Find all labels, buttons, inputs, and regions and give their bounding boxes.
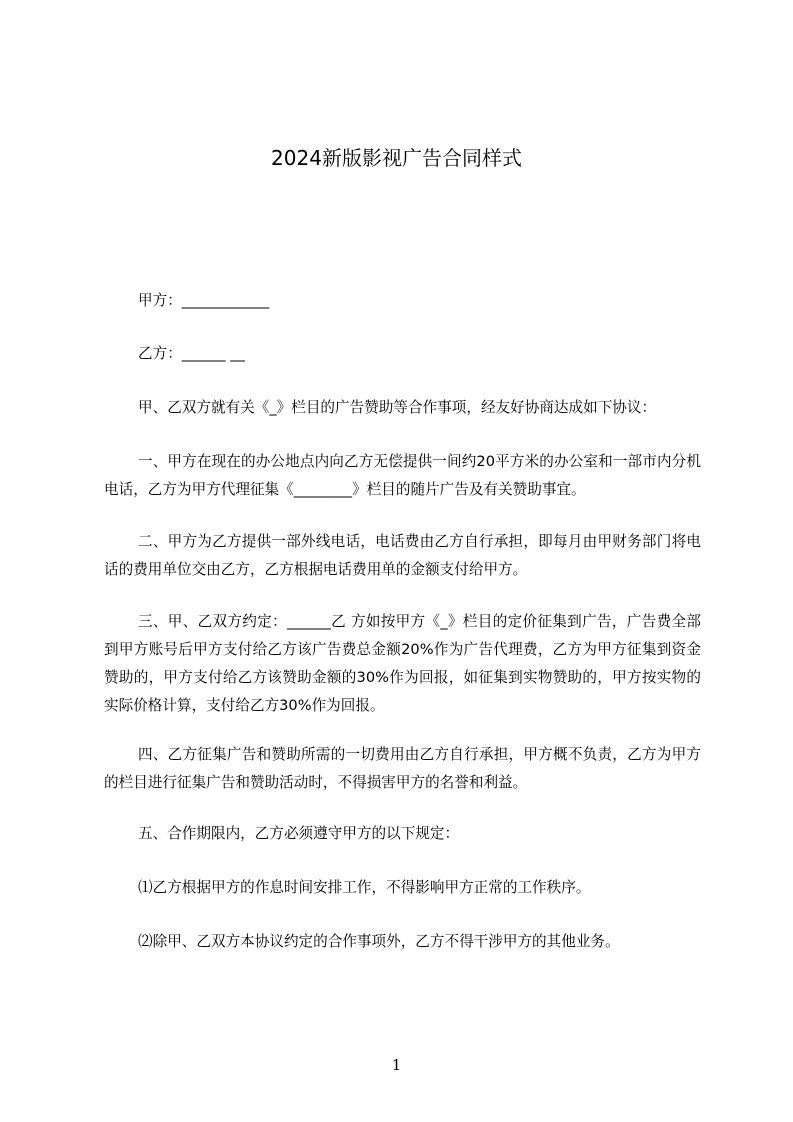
clause-1: 一、甲方在现在的办公地点内向乙方无偿提供一间约20平方米的办公室和一部市内分机电话，乙方为甲方代理征集《________》栏目的随片广告及有关赞助事宜。 — [104, 453, 701, 498]
clause-5: 五、合作期限内，乙方必须遵守甲方的以下规定： — [138, 825, 460, 842]
clause-3: 三、甲、乙双方约定：______乙 方如按甲方《_》栏目的定价征集到广告，广告费全部到甲方账号后甲方支付给乙方该广告费总金额20%作为广告代理费，乙方为甲方征集到资金赞助的，甲方支付给乙方该赞助金额的30%作为回报，如征集到实物赞助的，甲方按实物的实际价格计算，支付给乙方30%作为回报。 — [104, 613, 701, 714]
clause-5-item-2: ⑵除甲、乙双方本协议约定的合作事项外，乙方不得干涉甲方的其他业务。 — [138, 933, 620, 950]
clause-2: 二、甲方为乙方提供一部外线电话，电话费由乙方自行承担，即每月由甲财务部门将电话的费用单位交由乙方，乙方根据电话费用单的金额支付给甲方。 — [104, 533, 701, 578]
clause-4: 四、乙方征集广告和赞助所需的一切费用由乙方自行承担，甲方概不负责，乙方为甲方的栏目进行征集广告和赞助活动时，不得损害甲方的名誉和利益。 — [104, 746, 701, 791]
page-number: 1 — [391, 1056, 402, 1074]
party-a-line: 甲方：____________ — [138, 292, 270, 309]
document-title: 2024新版影视广告合同样式 — [271, 146, 522, 170]
clause-5-item-1: ⑴乙方根据甲方的作息时间安排工作，不得影响甲方正常的工作秩序。 — [138, 879, 591, 896]
intro-paragraph: 甲、乙双方就有关《_》栏目的广告赞助等合作事项，经友好协商达成如下协议： — [138, 399, 657, 416]
party-b-line: 乙方：______ __ — [138, 345, 245, 362]
